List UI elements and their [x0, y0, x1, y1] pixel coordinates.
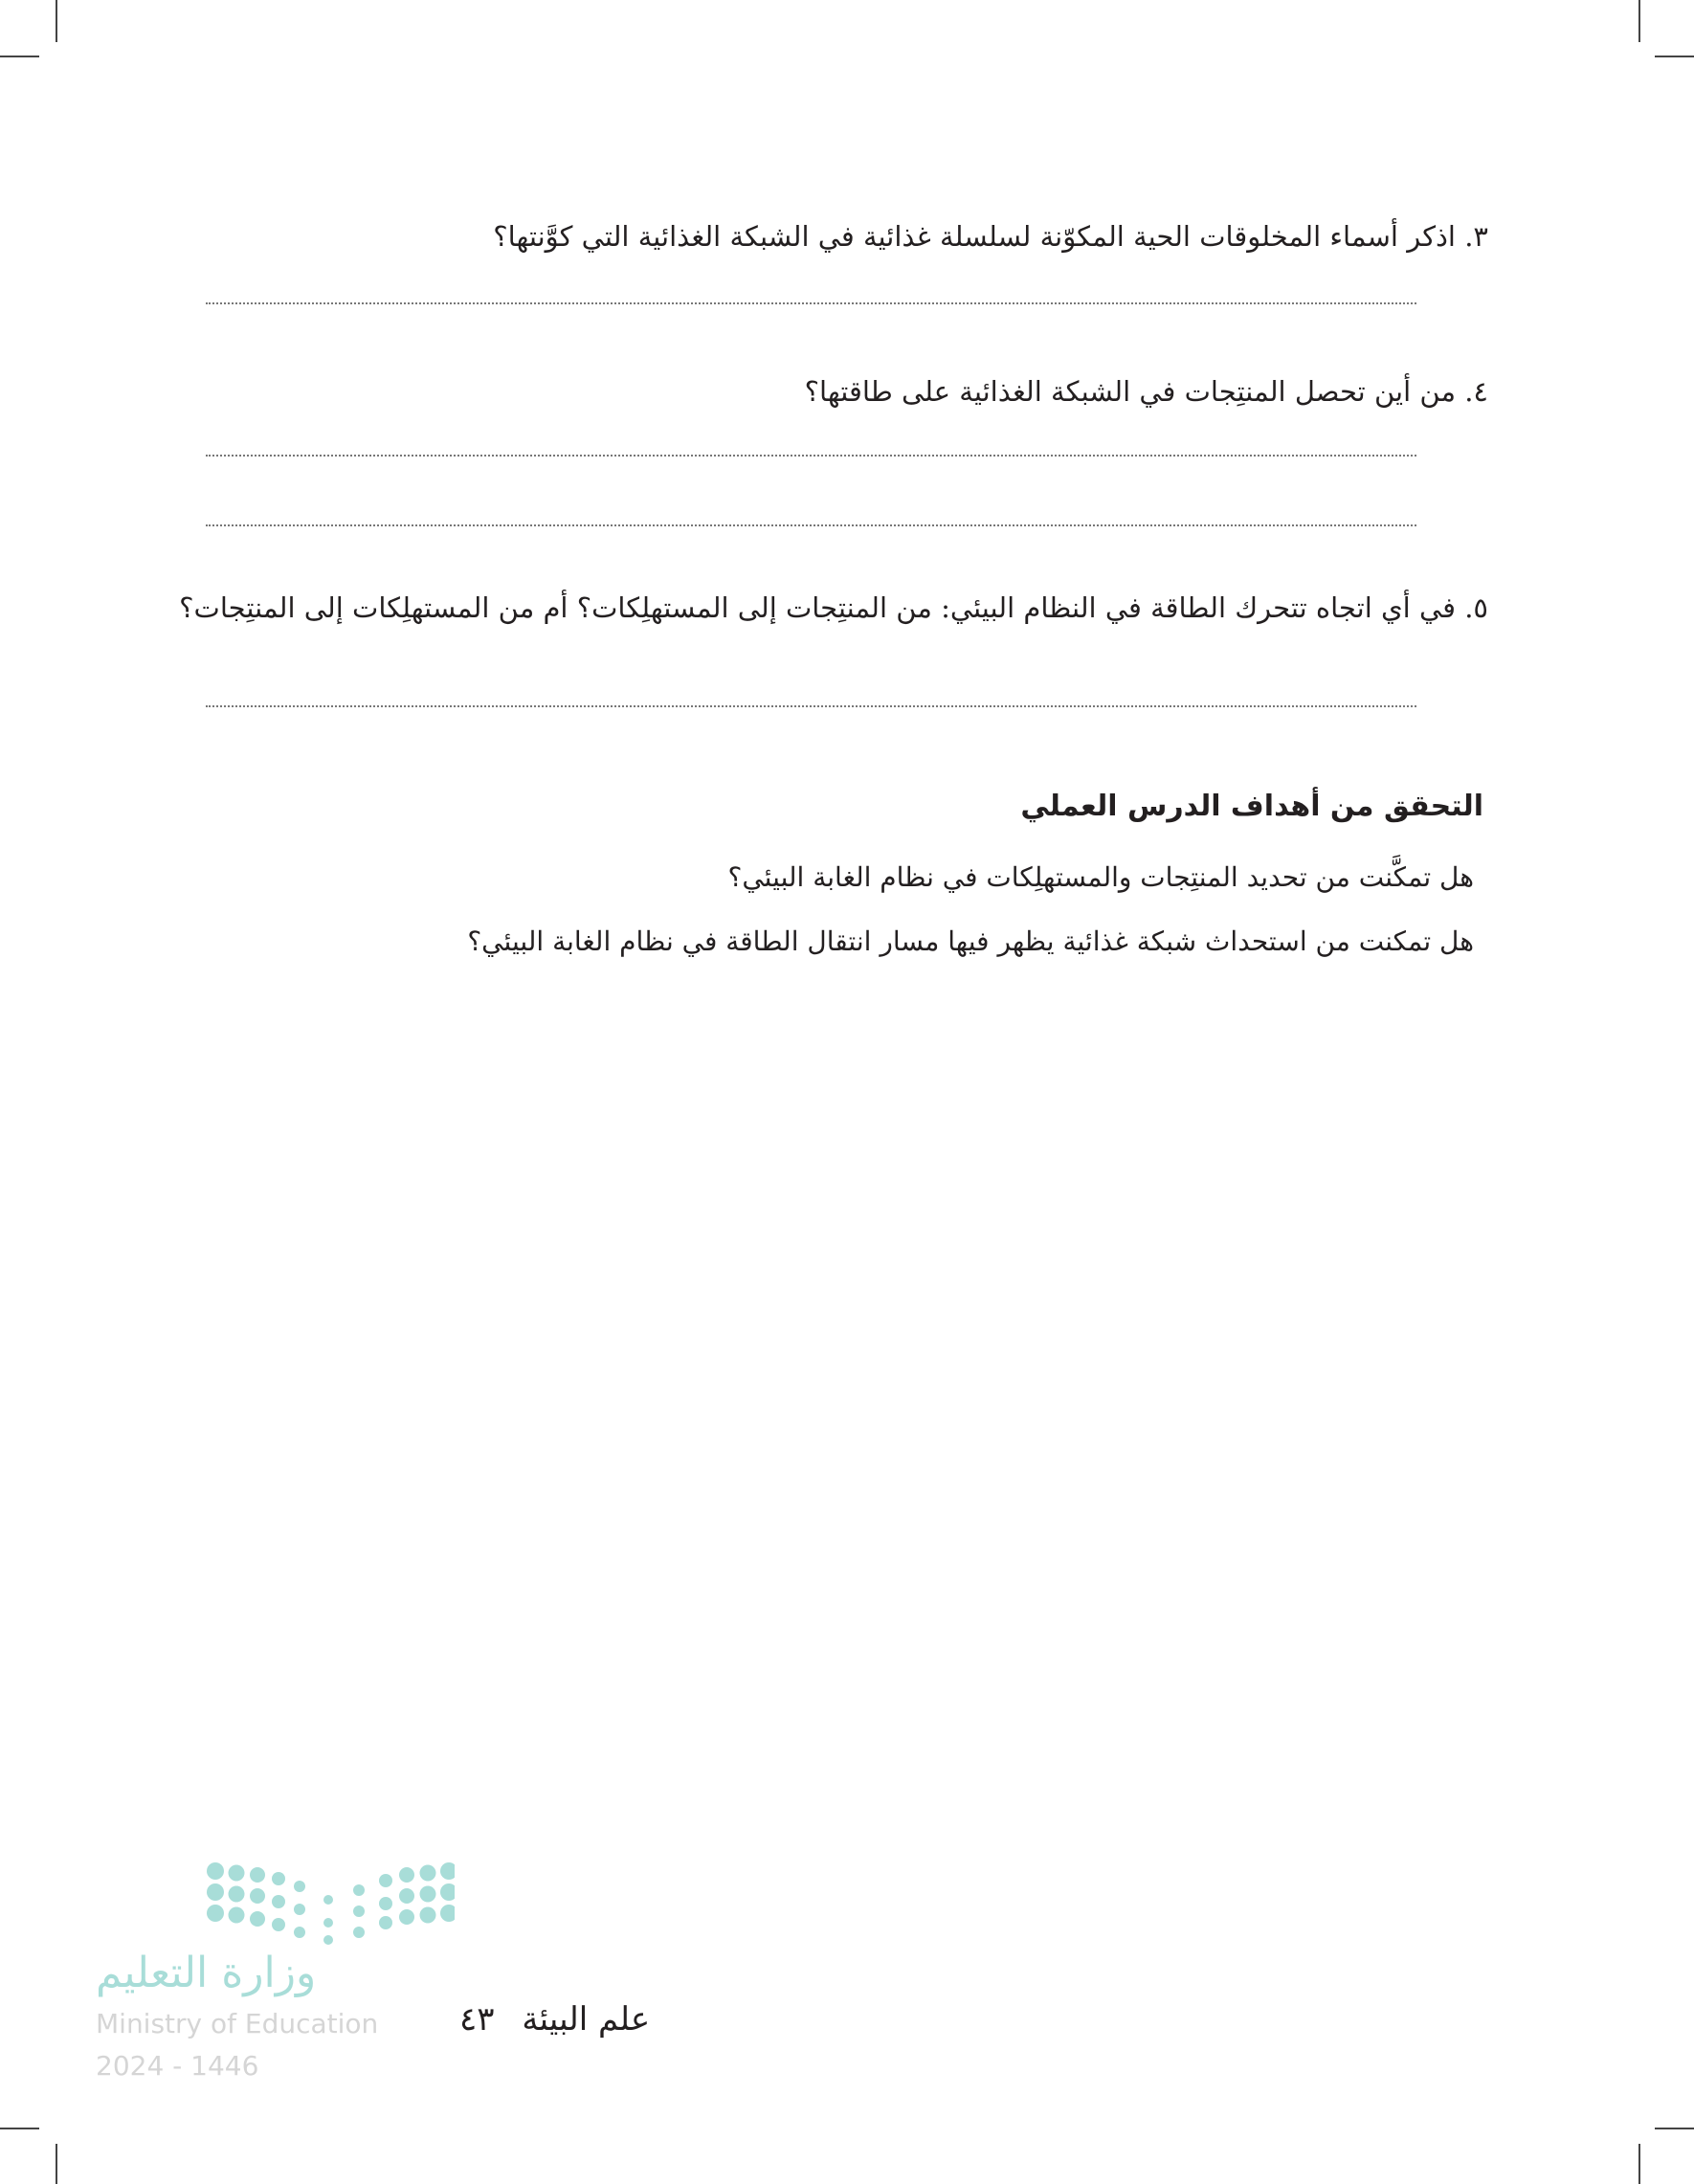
- crop-mark: [56, 2144, 57, 2184]
- logo-dot: [323, 1918, 333, 1928]
- logo-dot: [440, 1862, 455, 1880]
- answer-line[interactable]: [206, 705, 1416, 707]
- crop-mark: [0, 2128, 39, 2129]
- logo-dot: [229, 1886, 245, 1903]
- ministry-logo-dots-icon: [206, 1861, 455, 1948]
- question-4: ٤. من أين تحصل المنتِجات في الشبكة الغذائية على طاقتها؟: [804, 375, 1488, 408]
- page-number: ٤٣: [459, 2000, 495, 2039]
- logo-dot: [353, 1884, 365, 1896]
- logo-dot: [250, 1888, 265, 1904]
- logo-dot: [420, 1907, 436, 1924]
- logo-dot: [440, 1883, 455, 1901]
- crop-mark: [1655, 56, 1694, 57]
- objective-item: هل تمكنت من استحداث شبكة غذائية يظهر فيها مسار انتقال الطاقة في نظام الغابة البيئي؟: [467, 925, 1474, 957]
- logo-dot: [229, 1907, 245, 1924]
- logo-dot: [250, 1911, 265, 1927]
- logo-dot: [323, 1895, 333, 1905]
- logo-dot: [229, 1865, 245, 1882]
- logo-dot: [250, 1867, 265, 1883]
- logo-dot: [353, 1927, 365, 1938]
- logo-dot: [420, 1886, 436, 1903]
- logo-dot: [440, 1905, 455, 1922]
- crop-mark: [1638, 2144, 1640, 2184]
- subject-name: علم البيئة: [522, 2000, 651, 2039]
- logo-dot: [323, 1935, 333, 1945]
- page-footer: [459, 1998, 650, 2040]
- objectives-heading: التحقق من أهداف الدرس العملي: [1020, 790, 1483, 823]
- watermark-english: Ministry of Education: [96, 2008, 379, 2039]
- crop-mark: [0, 56, 39, 57]
- crop-mark: [1655, 2128, 1694, 2129]
- logo-dot: [207, 1883, 224, 1901]
- question-3: ٣. اذكر أسماء المخلوقات الحية المكوّنة لسلسلة غذائية في الشبكة الغذائية التي كوَّنتها؟: [493, 220, 1488, 253]
- logo-dot: [379, 1916, 392, 1929]
- crop-mark: [1638, 0, 1640, 42]
- watermark-arabic: وزارة التعليم: [96, 1949, 317, 1997]
- logo-dot: [294, 1904, 305, 1915]
- crop-mark: [56, 0, 57, 42]
- objective-item: هل تمكَّنت من تحديد المنتِجات والمستهلِكات في نظام الغابة البيئي؟: [727, 861, 1474, 893]
- answer-line[interactable]: [206, 455, 1416, 457]
- logo-dot: [353, 1905, 365, 1917]
- answer-line[interactable]: [206, 302, 1416, 304]
- question-5: ٥. في أي اتجاه تتحرك الطاقة في النظام البيئي: من المنتِجات إلى المستهلِكات؟ أم من المستهلِكات إلى المنتِجات؟: [179, 591, 1488, 624]
- logo-dot: [399, 1888, 414, 1904]
- logo-dot: [207, 1862, 224, 1880]
- logo-dot: [379, 1897, 392, 1910]
- watermark-year: 2024 - 1446: [96, 2050, 259, 2082]
- logo-dot: [272, 1872, 285, 1885]
- logo-dot: [399, 1909, 414, 1925]
- logo-dot: [207, 1905, 224, 1922]
- logo-dot: [420, 1865, 436, 1882]
- logo-dot: [379, 1874, 392, 1887]
- logo-dot: [272, 1895, 285, 1908]
- logo-dot: [294, 1881, 305, 1892]
- logo-dot: [294, 1927, 305, 1938]
- logo-dot: [272, 1918, 285, 1931]
- answer-line[interactable]: [206, 524, 1416, 526]
- logo-dot: [399, 1867, 414, 1883]
